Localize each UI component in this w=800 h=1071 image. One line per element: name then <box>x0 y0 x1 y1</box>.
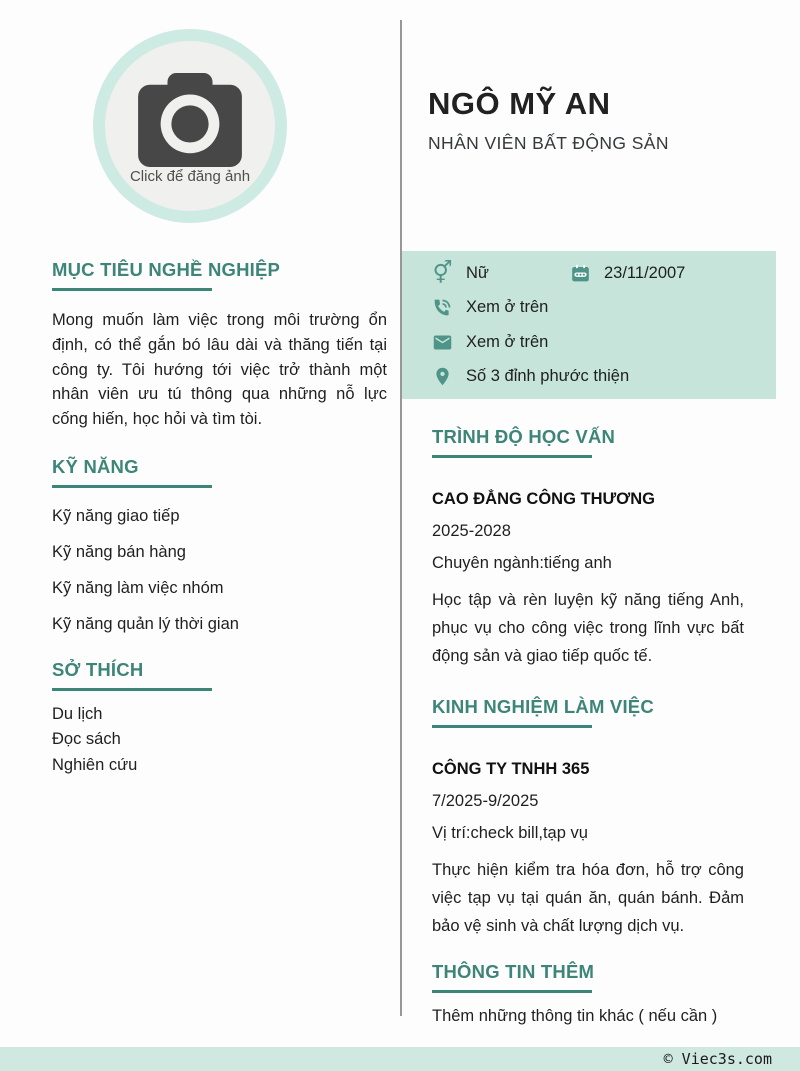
education-description: Học tập và rèn luyện kỹ năng tiếng Anh, phục vụ cho công việc trong lĩnh vực bất động sản và giao tiếp quốc tế. <box>432 591 744 665</box>
section-experience <box>402 695 776 940</box>
experience-period: 7/2025-9/2025 <box>432 792 539 810</box>
additional-heading: THÔNG TIN THÊM <box>432 960 744 993</box>
contact-birthday <box>570 263 685 284</box>
education-school: CAO ĐẲNG CÔNG THƯƠNG <box>432 490 656 508</box>
gender-icon: ⚥ <box>432 260 453 286</box>
camera-icon <box>138 73 242 167</box>
experience-position: Vị trí:check bill,tạp vụ <box>432 824 588 842</box>
experience-heading: KINH NGHIỆM LÀM VIỆC <box>432 695 744 728</box>
phone-icon <box>432 297 453 318</box>
photo-placeholder[interactable] <box>105 41 275 211</box>
section-education <box>402 425 776 670</box>
calendar-icon <box>570 263 591 284</box>
gender-value: Nữ <box>466 263 489 282</box>
contact-row <box>432 331 766 353</box>
address-value: Số 3 đỉnh phước thiện <box>466 367 630 385</box>
skill-item: Kỹ năng làm việc nhóm <box>52 578 224 597</box>
experience-description: Thực hiện kiểm tra hóa đơn, hỗ trợ công việc tạp vụ tại quán ăn, quán bánh. Đảm bảo vệ sinh và chất lượng dịch vụ. <box>432 861 744 935</box>
hobby-item: Đọc sách <box>52 730 121 749</box>
contact-row <box>432 366 766 388</box>
photo-upload-label[interactable]: Click để đăng ảnh <box>129 168 251 185</box>
left-column <box>0 0 400 778</box>
objective-body: Mong muốn làm việc trong môi trường ổn định, có thể gắn bó lâu dài và thăng tiến tại công ty. Tôi hướng tới việc trở thành một nhân viên ưu tú thông qua những nỗ lực cống hiến, học hỏi và tìm tòi. <box>52 311 387 429</box>
email-value: Xem ở trên <box>466 332 549 351</box>
education-major: Chuyên ngành:tiếng anh <box>432 554 612 572</box>
skills-heading: KỸ NĂNG <box>52 455 387 488</box>
skills-list <box>52 498 387 643</box>
education-heading: TRÌNH ĐỘ HỌC VẤN <box>432 425 744 458</box>
email-icon <box>432 332 453 353</box>
education-years: 2025-2028 <box>432 522 511 540</box>
contact-gender <box>432 260 570 286</box>
additional-body: Thêm những thông tin khác ( nếu cần ) <box>432 1007 718 1025</box>
experience-company: CÔNG TY TNHH 365 <box>432 760 590 778</box>
phone-value: Xem ở trên <box>466 298 549 316</box>
footer-watermark <box>0 1047 800 1071</box>
footer-text: © Viec3s.com <box>663 1050 772 1068</box>
skill-item: Kỹ năng bán hàng <box>52 542 186 561</box>
contact-row <box>432 262 766 284</box>
skill-item: Kỹ năng giao tiếp <box>52 506 180 525</box>
section-skills <box>52 455 387 643</box>
section-additional-info <box>402 960 776 1026</box>
right-column <box>402 0 776 1026</box>
hobbies-heading: SỞ THÍCH <box>52 658 387 691</box>
contact-card <box>402 251 776 399</box>
hobby-item: Nghiên cứu <box>52 755 138 774</box>
section-hobbies <box>52 658 387 778</box>
birthday-value: 23/11/2007 <box>604 263 686 282</box>
cv-name: NGÔ MỸ AN <box>428 86 611 121</box>
section-objective <box>52 258 387 432</box>
contact-row <box>432 297 766 319</box>
cv-job-title: NHÂN VIÊN BẤT ĐỘNG SẢN <box>428 133 669 153</box>
hobbies-list <box>52 702 387 778</box>
hobby-item: Du lịch <box>52 704 103 723</box>
skill-item: Kỹ năng quản lý thời gian <box>52 615 239 634</box>
photo-upload-button[interactable] <box>93 29 287 223</box>
objective-heading: MỤC TIÊU NGHỀ NGHIỆP <box>52 258 387 291</box>
location-icon <box>432 366 453 387</box>
